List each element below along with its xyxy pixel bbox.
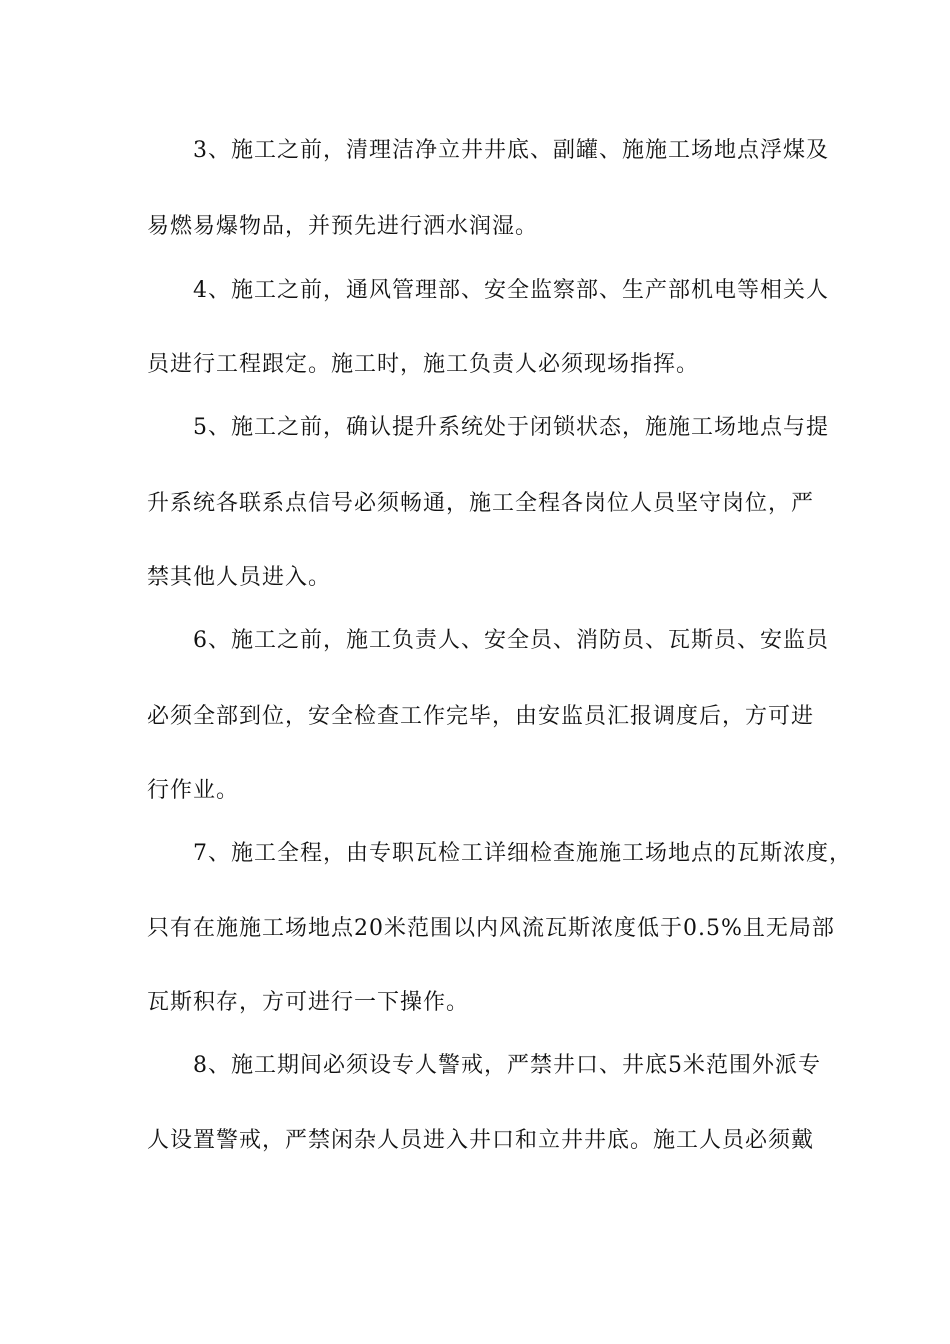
- paragraph-7-line-1: 7、施工全程，由专职瓦检工详细检查施施工场地点的瓦斯浓度，: [193, 841, 852, 866]
- paragraph-5-line-2: 升系统各联系点信号必须畅通，施工全程各岗位人员坚守岗位，严: [147, 491, 815, 516]
- paragraph-6-line-1: 6、施工之前，施工负责人、安全员、消防员、瓦斯员、安监员: [193, 628, 829, 653]
- paragraph-8-line-2: 人设置警戒，严禁闲杂人员进入井口和立井井底。施工人员必须戴: [147, 1128, 815, 1153]
- paragraph-5-line-1: 5、施工之前，确认提升系统处于闭锁状态，施施工场地点与提: [193, 415, 829, 440]
- paragraph-6-line-2: 必须全部到位，安全检查工作完毕，由安监员汇报调度后，方可进: [147, 704, 815, 729]
- paragraph-3-line-2: 易燃易爆物品，并预先进行洒水润湿。: [147, 214, 539, 239]
- paragraph-6-line-3: 行作业。: [147, 778, 240, 803]
- paragraph-4-line-1: 4、施工之前，通风管理部、安全监察部、生产部机电等相关人: [193, 278, 829, 303]
- paragraph-5-line-3: 禁其他人员进入。: [147, 565, 332, 590]
- paragraph-7-line-3: 瓦斯积存，方可进行一下操作。: [147, 990, 470, 1015]
- paragraph-4-line-2: 员进行工程跟定。施工时，施工负责人必须现场指挥。: [147, 352, 700, 377]
- paragraph-3-line-1: 3、施工之前，清理洁净立井井底、副罐、施施工场地点浮煤及: [193, 138, 829, 163]
- paragraph-7-line-2: 只有在施施工场地点20米范围以内风流瓦斯浓度低于0.5%且无局部: [147, 916, 835, 941]
- paragraph-8-line-1: 8、施工期间必须设专人警戒，严禁井口、井底5米范围外派专: [193, 1053, 821, 1078]
